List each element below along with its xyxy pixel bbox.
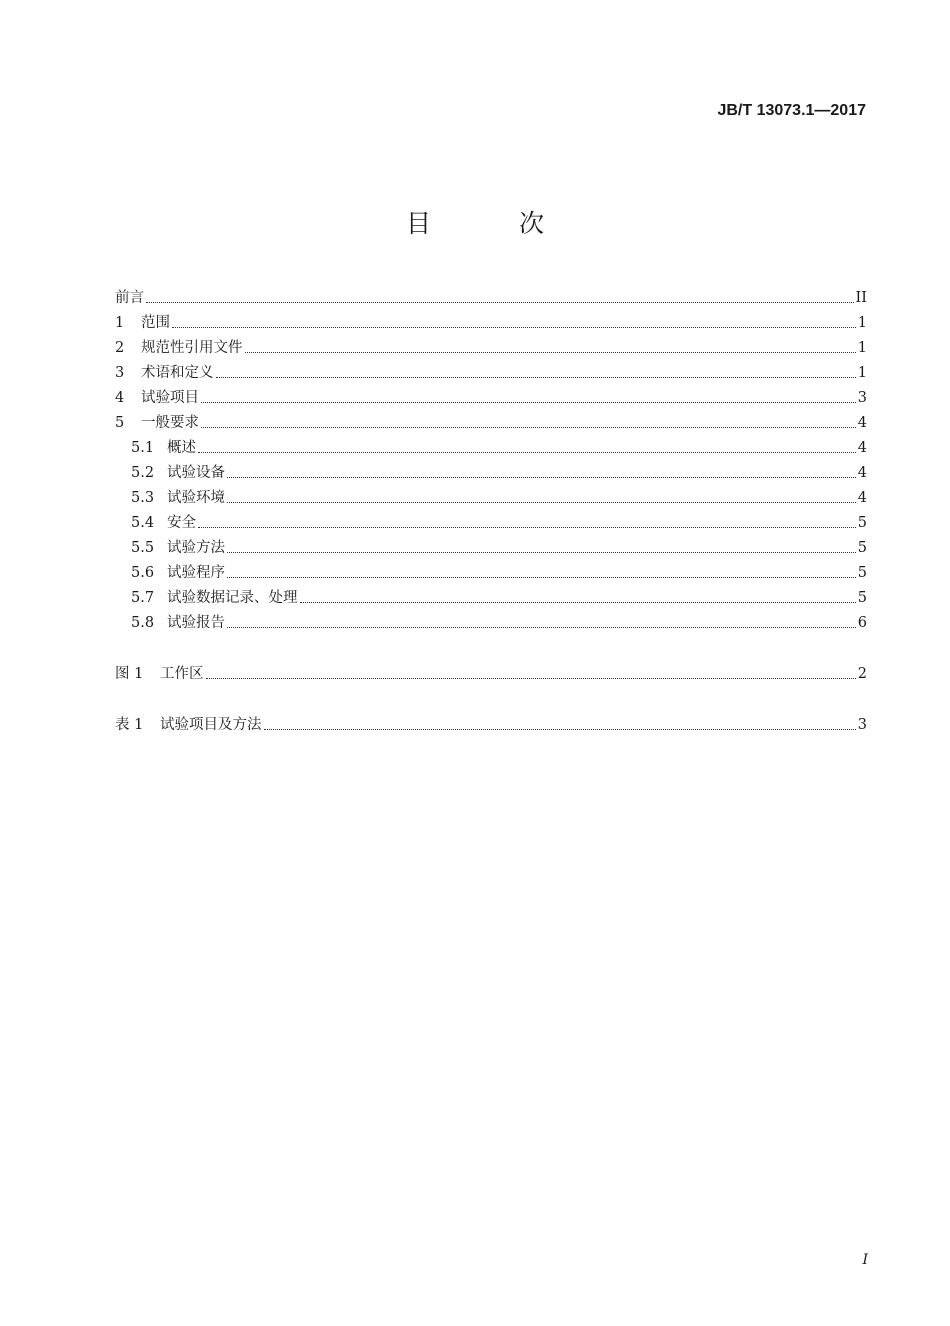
- toc-entry-5-8[interactable]: [131, 609, 867, 633]
- toc-entry-page: 5: [857, 590, 867, 606]
- toc-entry-1[interactable]: [115, 309, 867, 333]
- figure-page: 2: [857, 666, 867, 682]
- table-number: 表 1: [115, 717, 144, 733]
- toc-table-1[interactable]: [115, 711, 867, 735]
- toc-entry-text: 概述: [167, 440, 196, 456]
- toc-entry-text: 规范性引用文件: [141, 340, 243, 356]
- table-title: 试验项目及方法: [160, 717, 262, 733]
- toc-entry-page: 4: [857, 465, 867, 481]
- toc-entry-5-6[interactable]: [131, 559, 867, 583]
- toc-entry-foreword[interactable]: [115, 284, 867, 308]
- toc-entry-page: 1: [857, 340, 867, 356]
- leader-dots: [198, 527, 856, 528]
- leader-dots: [216, 377, 856, 378]
- toc-entry-page: 4: [857, 440, 867, 456]
- leader-dots: [146, 302, 854, 303]
- toc-entry-page: 1: [857, 315, 867, 331]
- toc-entry-page: 5: [857, 540, 867, 556]
- toc-entry-text: 前言: [115, 290, 144, 306]
- toc-entry-text: 一般要求: [141, 415, 199, 431]
- toc-entry-text: 试验报告: [167, 615, 225, 631]
- toc-title: 目 次: [406, 209, 584, 238]
- leader-dots: [227, 552, 856, 553]
- leader-dots: [227, 627, 856, 628]
- toc-entry-number: 5.5: [131, 540, 155, 556]
- toc-entry-page: 5: [857, 515, 867, 531]
- toc-figure-1[interactable]: [115, 660, 867, 684]
- toc-entry-number: 5.2: [131, 465, 155, 481]
- toc-entry-5-5[interactable]: [131, 534, 867, 558]
- toc-entry-text: 试验环境: [167, 490, 225, 506]
- leader-dots: [264, 729, 856, 730]
- toc-entry-text: 术语和定义: [141, 365, 214, 381]
- figure-title: 工作区: [160, 666, 204, 682]
- toc-entry-5-4[interactable]: [131, 509, 867, 533]
- toc-entry-5-7[interactable]: [131, 584, 867, 608]
- toc-entry-number: 4: [115, 390, 125, 406]
- leader-dots: [201, 402, 856, 403]
- toc-entry-text: 试验程序: [167, 565, 225, 581]
- toc-entry-number: 5.7: [131, 590, 155, 606]
- toc-entry-3[interactable]: [115, 359, 867, 383]
- toc-entry-page: 5: [857, 565, 867, 581]
- leader-dots: [227, 577, 856, 578]
- toc-entry-page: II: [855, 290, 867, 306]
- toc-entry-number: 5.4: [131, 515, 155, 531]
- leader-dots: [227, 502, 856, 503]
- figure-number: 图 1: [115, 666, 144, 682]
- toc-entry-text: 安全: [167, 515, 196, 531]
- toc-entry-text: 试验方法: [167, 540, 225, 556]
- toc-entry-number: 2: [115, 340, 125, 356]
- toc-entry-page: 6: [857, 615, 867, 631]
- toc-entry-text: 试验设备: [167, 465, 225, 481]
- page-number: I: [862, 1252, 868, 1268]
- toc-entry-number: 5.1: [131, 440, 155, 456]
- leader-dots: [198, 452, 856, 453]
- toc-entry-number: 1: [115, 315, 125, 331]
- toc-entry-5-1[interactable]: [131, 434, 867, 458]
- toc-entry-page: 4: [857, 415, 867, 431]
- toc-entry-text: 范围: [141, 315, 170, 331]
- table-page: 3: [857, 717, 867, 733]
- toc-entry-page: 4: [857, 490, 867, 506]
- toc-entry-number: 5.8: [131, 615, 155, 631]
- leader-dots: [300, 602, 856, 603]
- toc-entry-number: 5: [115, 415, 125, 431]
- toc-entry-text: 试验数据记录、处理: [167, 590, 298, 606]
- toc-entry-number: 5.3: [131, 490, 155, 506]
- toc-entry-4[interactable]: [115, 384, 867, 408]
- leader-dots: [201, 427, 856, 428]
- leader-dots: [172, 327, 856, 328]
- toc-entry-5[interactable]: [115, 409, 867, 433]
- leader-dots: [206, 678, 856, 679]
- toc-entry-number: 5.6: [131, 565, 155, 581]
- toc-entry-page: 3: [857, 390, 867, 406]
- toc-entry-2[interactable]: [115, 334, 867, 358]
- toc-entry-page: 1: [857, 365, 867, 381]
- standard-code: JB/T 13073.1—2017: [717, 102, 866, 119]
- toc-entry-text: 试验项目: [141, 390, 199, 406]
- toc-entry-5-2[interactable]: [131, 459, 867, 483]
- toc-entry-5-3[interactable]: [131, 484, 867, 508]
- toc-entry-number: 3: [115, 365, 125, 381]
- leader-dots: [227, 477, 856, 478]
- leader-dots: [245, 352, 856, 353]
